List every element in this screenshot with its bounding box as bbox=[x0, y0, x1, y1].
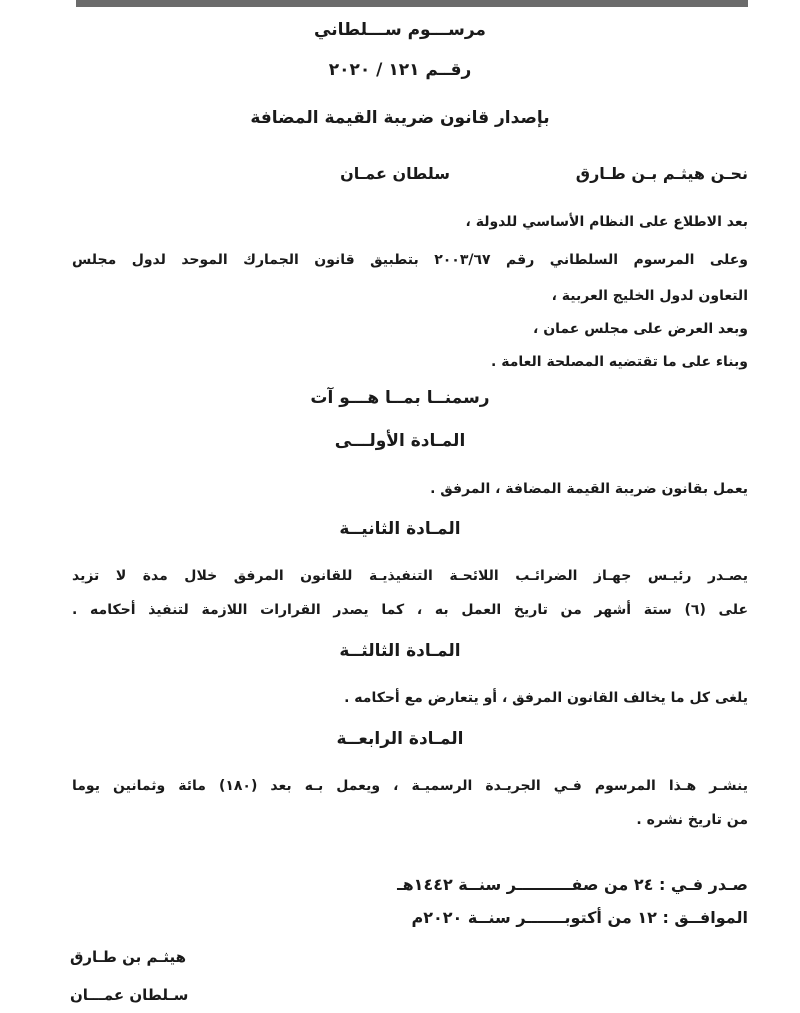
article-title: المـادة الأولـــى bbox=[334, 431, 466, 451]
preamble-line: بعد الاطلاع على النظام الأساسي للدولة ، bbox=[465, 214, 748, 230]
preamble-line: وبناء على ما تقتضيه المصلحة العامة . bbox=[491, 354, 748, 370]
top-border-rule bbox=[76, 0, 748, 7]
decree-title: مرســـوم ســـلطاني bbox=[314, 20, 486, 40]
article-title: المـادة الرابعــة bbox=[336, 729, 464, 749]
signatory-name: هيثـم بن طـارق bbox=[70, 948, 187, 966]
article-title: المـادة الثانيــة bbox=[339, 519, 461, 539]
article-text: يعمل بقانون ضريبة القيمة المضافة ، المرفق . bbox=[430, 481, 748, 497]
article-title: المـادة الثالثــة bbox=[339, 641, 461, 661]
signatory-title: سـلطان عمـــان bbox=[70, 986, 189, 1004]
article-text: ينشـر هـذا المرسوم فـي الجريـدة الرسميـة ، ويعمل بـه بعد (١٨٠) مائة وثمانين يوما bbox=[72, 778, 748, 794]
article-text: على (٦) ستة أشهر من تاريخ العمل به ، كما يصدر القرارات اللازمة لتنفيذ أحكامه . bbox=[72, 602, 749, 618]
decree-subject: بإصدار قانون ضريبة القيمة المضافة bbox=[250, 108, 550, 128]
preamble-line: التعاون لدول الخليج العربية ، bbox=[551, 288, 748, 304]
issue-date-hijri: صـدر فـي : ٢٤ من صفــــــــــر سنــة ١٤٤٢هـ bbox=[397, 875, 748, 894]
preamble-line: وعلى المرسوم السلطاني رقم ٢٠٠٣/٦٧ بتطبيق قانون الجمارك الموحد لدول مجلس bbox=[72, 252, 748, 268]
sultan-title: سلطان عمـان bbox=[340, 164, 450, 183]
decree-heading: رسمنــا بمــا هـــو آت bbox=[310, 388, 490, 408]
issue-date-gregorian: الموافــق : ١٢ من أكتوبـــــــر سنــة ٢٠٢٠م bbox=[411, 908, 748, 927]
sultan-name: نحـن هيثـم بـن طـارق bbox=[575, 164, 748, 183]
article-text: يصـدر رئيـس جهـاز الضرائـب اللائحـة التنفيذيـة للقانون المرفق خلال مدة لا تزيد bbox=[72, 568, 748, 584]
article-text: يلغى كل ما يخالف القانون المرفق ، أو يتعارض مع أحكامه . bbox=[344, 690, 748, 706]
decree-number: رقــم ١٢١ / ٢٠٢٠ bbox=[328, 60, 472, 80]
article-text: من تاريخ نشره . bbox=[636, 812, 748, 828]
preamble-line: وبعد العرض على مجلس عمان ، bbox=[533, 321, 748, 337]
